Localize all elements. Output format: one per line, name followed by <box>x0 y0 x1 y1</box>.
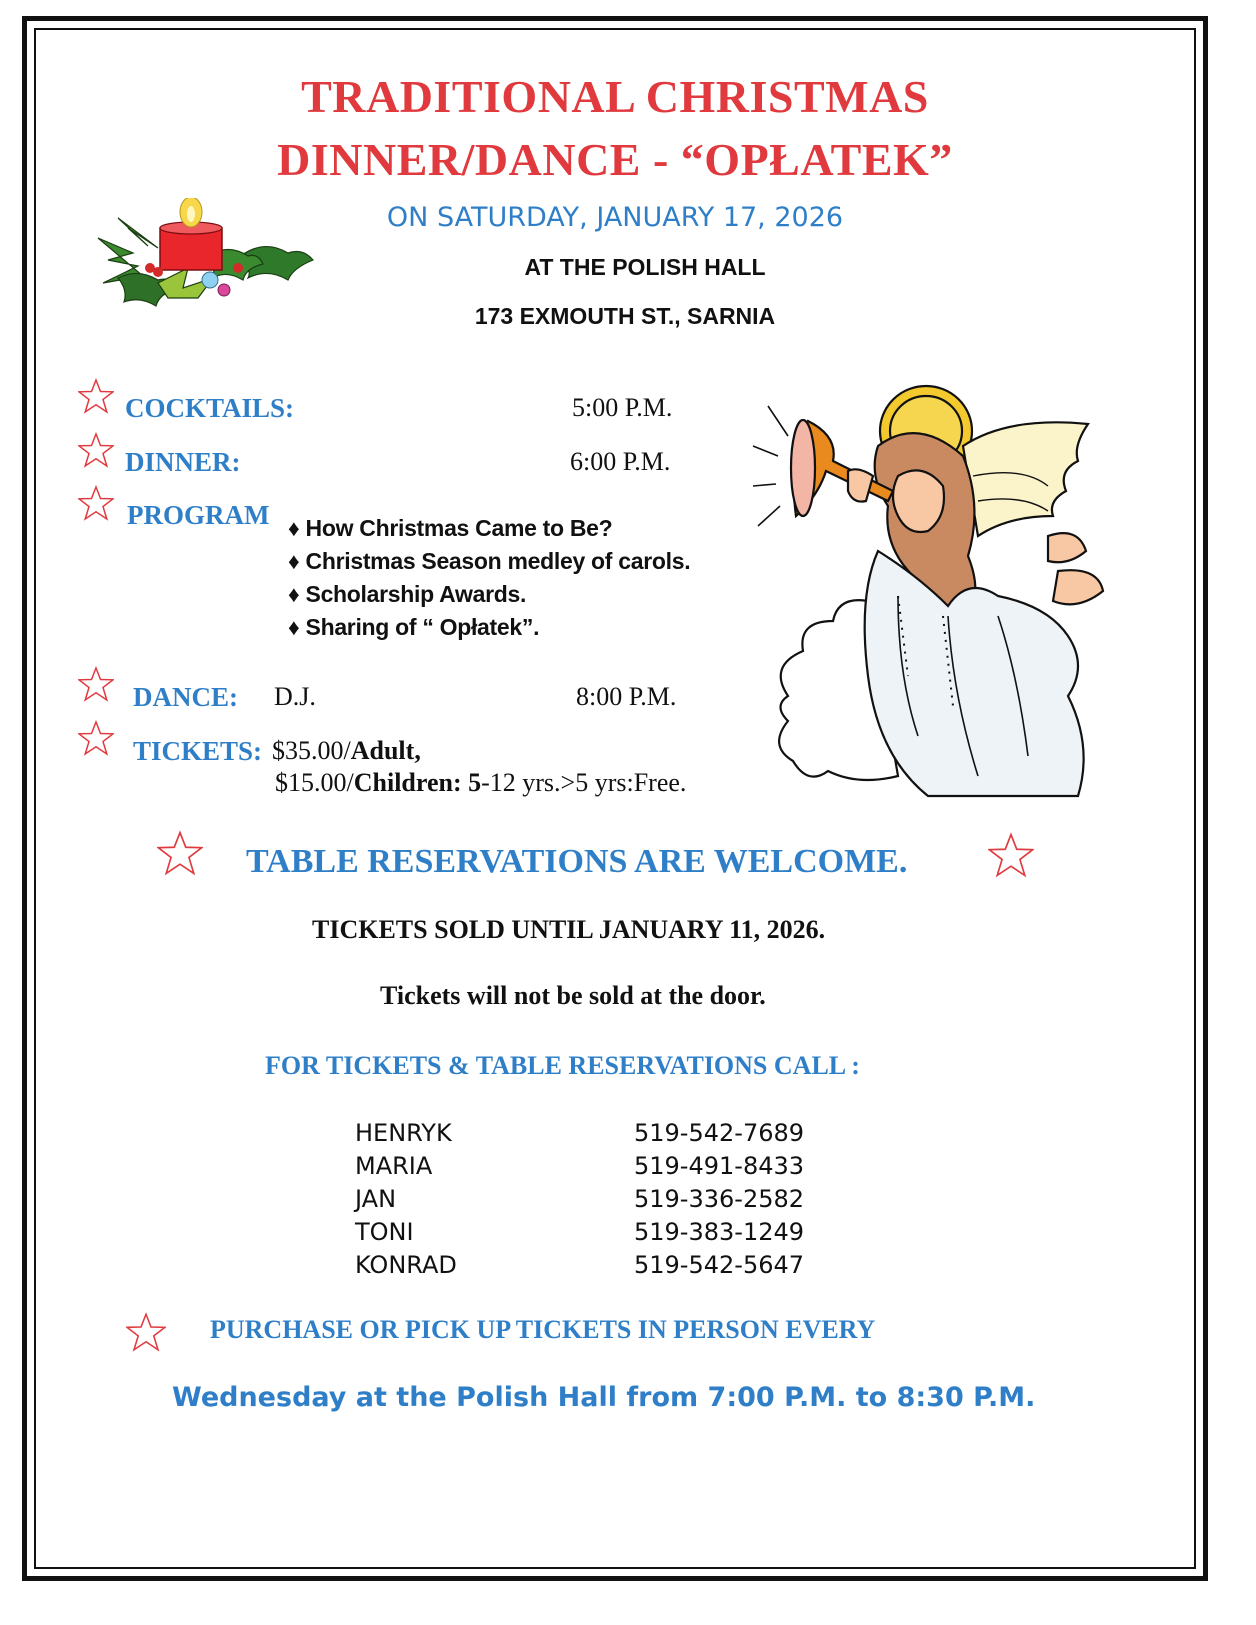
call-heading: FOR TICKETS & TABLE RESERVATIONS CALL : <box>265 1051 860 1080</box>
contact-phone: 519-542-7689 <box>634 1119 805 1147</box>
contact-name: JAN <box>355 1185 397 1213</box>
dance-time: 8:00 P.M. <box>576 682 677 711</box>
star-outline-icon <box>78 432 114 468</box>
program-label: PROGRAM <box>127 500 270 530</box>
event-date: ON SATURDAY, JANUARY 17, 2026 <box>386 202 844 233</box>
child-rest: -12 yrs.>5 yrs:Free. <box>481 768 687 797</box>
cocktails-time: 5:00 P.M. <box>572 393 673 422</box>
dinner-time: 6:00 P.M. <box>570 447 671 476</box>
star-outline-icon <box>78 485 114 521</box>
star-outline-icon <box>78 720 114 756</box>
star-outline-icon <box>78 666 114 702</box>
reservations-heading: TABLE RESERVATIONS ARE WELCOME. <box>246 843 908 880</box>
child-age: 5 <box>468 768 482 797</box>
contact-phone: 519-491-8433 <box>634 1152 805 1180</box>
dance-detail: D.J. <box>274 682 316 711</box>
tickets-adult <box>272 736 421 766</box>
contact-name: TONI <box>355 1218 414 1246</box>
adult-word: Adult, <box>350 736 421 765</box>
purchase-heading: PURCHASE OR PICK UP TICKETS IN PERSON EVERY <box>210 1315 876 1344</box>
contact-name: MARIA <box>355 1152 433 1180</box>
program-item: ♦ How Christmas Came to Be? <box>288 515 613 541</box>
star-outline-icon <box>157 830 203 876</box>
venue-address: 173 EXMOUTH ST., SARNIA <box>474 303 776 329</box>
tickets-children <box>275 768 686 798</box>
dance-label: DANCE: <box>133 682 238 712</box>
child-word: Children: <box>353 768 462 797</box>
star-outline-icon <box>78 378 114 414</box>
venue-name: AT THE POLISH HALL <box>524 254 766 280</box>
purchase-schedule: Wednesday at the Polish Hall from 7:00 P.M. to 8:30 P.M. <box>172 1382 1036 1413</box>
program-item: ♦ Christmas Season medley of carols. <box>288 548 691 574</box>
no-door-sales: Tickets will not be sold at the door. <box>380 981 766 1010</box>
contact-name: KONRAD <box>355 1251 457 1279</box>
contact-phone: 519-542-5647 <box>634 1251 805 1279</box>
candle-holly-icon <box>88 198 318 313</box>
program-item: ♦ Scholarship Awards. <box>288 581 527 607</box>
contact-phones <box>634 1117 804 1282</box>
contact-names <box>355 1117 457 1282</box>
star-outline-icon <box>988 832 1034 878</box>
program-item: ♦ Sharing of “ Opłatek”. <box>288 614 540 640</box>
tickets-label: TICKETS: <box>133 736 263 766</box>
cocktails-label: COCKTAILS: <box>125 393 295 423</box>
program-list <box>288 512 690 644</box>
dinner-label: DINNER: <box>125 447 241 477</box>
child-price: $15.00/ <box>275 768 354 797</box>
contact-name: HENRYK <box>355 1119 452 1147</box>
title-line-1: TRADITIONAL CHRISTMAS <box>301 71 929 122</box>
adult-price: $35.00/ <box>272 736 351 765</box>
title-line-2: DINNER/DANCE - “OPŁATEK” <box>277 134 953 185</box>
contact-phone: 519-336-2582 <box>634 1185 805 1213</box>
star-outline-icon <box>126 1312 166 1352</box>
contact-phone: 519-383-1249 <box>634 1218 805 1246</box>
sold-until: TICKETS SOLD UNTIL JANUARY 11, 2026. <box>312 915 826 944</box>
angel-trumpet-icon <box>748 376 1120 801</box>
